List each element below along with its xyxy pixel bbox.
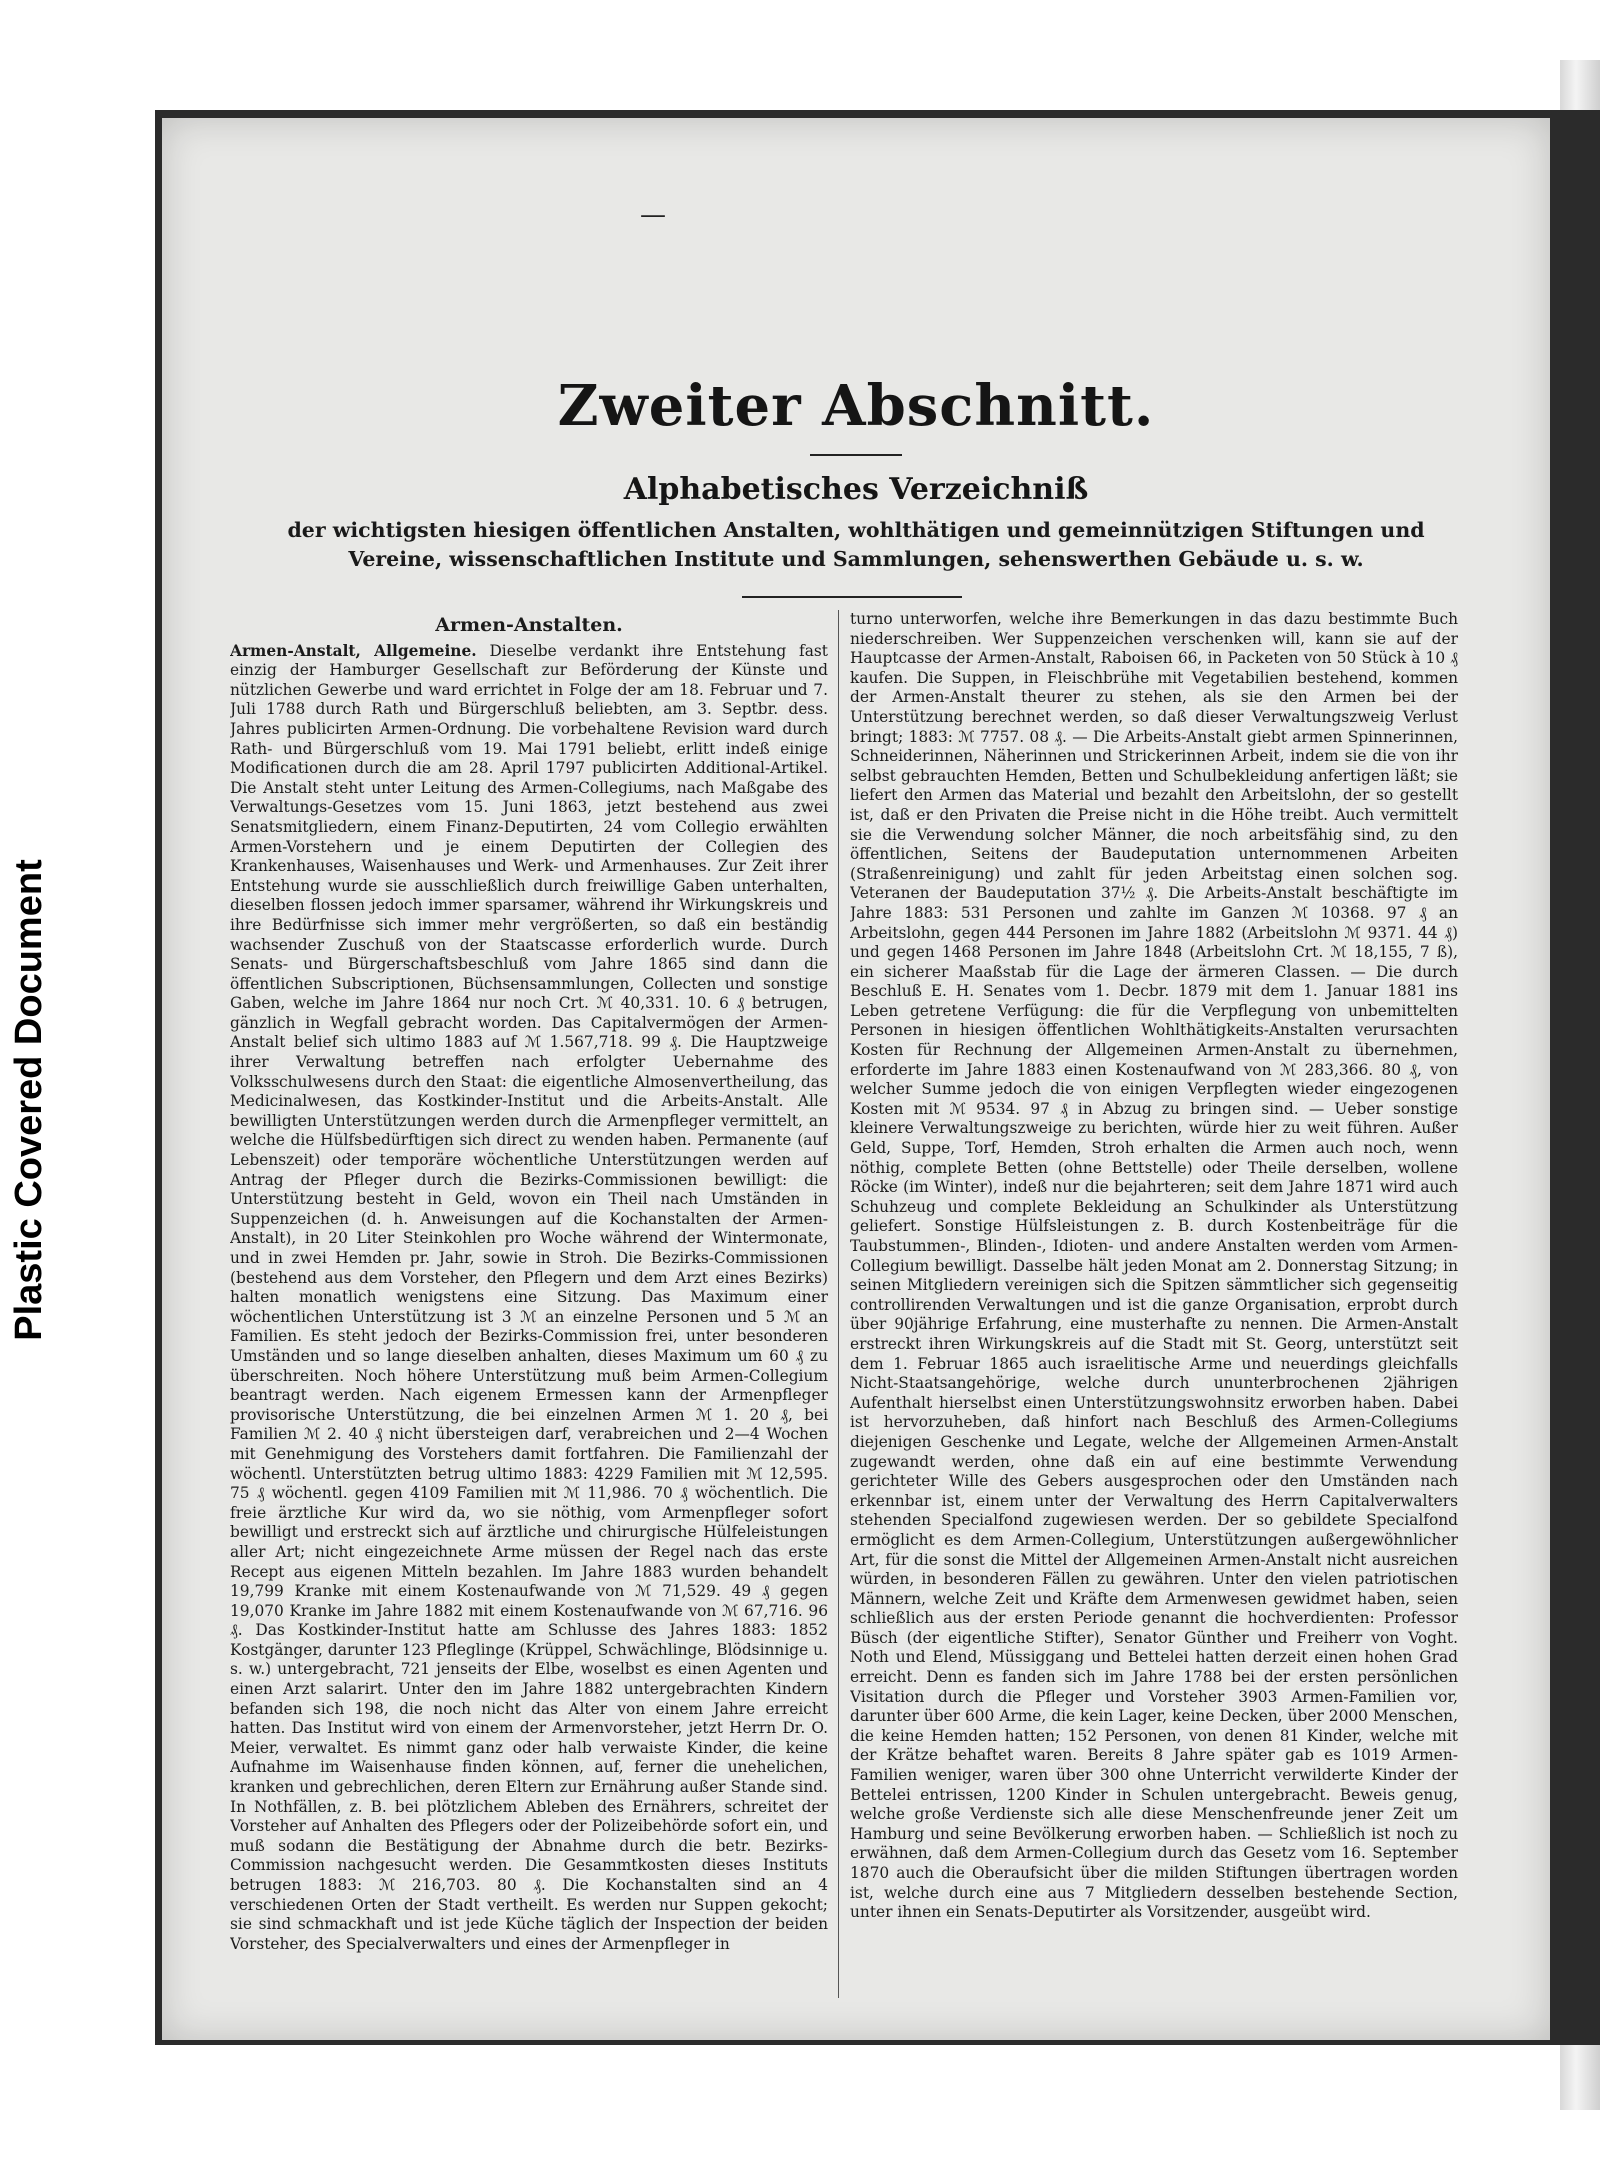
entry-lead: Armen-Anstalt, Allgemeine. xyxy=(230,641,477,660)
subtitle-divider xyxy=(742,596,962,598)
right-column-text: turno unterworfen, welche ihre Bemerkungen in das dazu bestimmte Buch niederschreiben. Wer Suppenzeichen verschenken will, kann sie auf der Hauptcasse der Armen-Anstalt, Raboisen 66, in Packeten von 50 Stück à 10 ₰ kaufen. Die Suppen, in Fleischbrühe mit Vegetabilien bestehend, kommen der Armen-Anstalt theurer zu stehen, als sie den Armen bei der Unterstützung berechnet werden, so daß dieser Verwaltungszweig Verlust bringt; 1883: ℳ 7757. 08 ₰. — Die Arbeits-Anstalt giebt armen Spinnerinnen, Schneiderinnen, Näherinnen und Strickerinnen Arbeit, indem sie die von ihr selbst gebrauchten Hemden, Betten und Schulbekleidung anfertigen läßt; sie liefert den Armen das Material und bezahlt den Arbeitslohn, der so gestellt ist, daß er den Privaten die Preise nicht in die Höhe treibt. Auch vermittelt sie die Verwendung solcher Männer, die noch arbeitsfähig sind, zu den öffentlichen, Seitens der Baudeputation unternommenen Arbeiten (Straßenreinigung) und zahlt für jeden Arbeitstag einen solchen sog. Veteranen der Baudeputation 37½ ₰. Die Arbeits-Anstalt beschäftigte im Jahre 1883: 531 Personen und zahlte im Ganzen ℳ 10368. 97 ₰ an Arbeitslohn, gegen 444 Personen im Jahre 1882 (Arbeitslohn ℳ 9371. 44 ₰) und gegen 1468 Personen im Jahre 1848 (Arbeitslohn Crt. ℳ 18,155, 7 ß), ein sicherer Maaßstab für die Lage der ärmeren Classen. — Die durch Beschluß E. H. Senates vom 1. Decbr. 1879 mit dem 1. Januar 1881 ins Leben getretene Verfügung: die für die Verpflegung von unbemittelten Personen in hiesigen öffentlichen Wohlthätigkeits-Anstalten verursachten Kosten für Rechnung der Allgemeinen Armen-Anstalt zu übernehmen, erforderte im Jahre 1883 einen Kostenaufwand von ℳ 283,366. 80 ₰, von welcher Summe jedoch die von einigen Verpflegten wieder eingezogenen Kosten mit ℳ 9534. 97 ₰ in Abzug zu bringen sind. — Ueber sonstige kleinere Verwaltungszweige zu berichten, würde hier zu weit führen. Außer Geld, Suppe, Torf, Hemden, Stroh erhalten die Armen auch noch, wenn nöthig, complete Betten (ohne Bettstelle) oder Theile derselben, wollene Röcke (im Winter), indeß nur die bejahrteren; seit dem Jahre 1871 wird auch Schuhzeug und complete Bekleidung an Schulkinder als Unterstützung geliefert. Sonstige Hülfsleistungen z. B. durch Kostenbeiträge für die Taubstummen-, Blinden-, Idioten- und andere Anstalten werden vom Armen-Collegium bewilligt. Dasselbe hält jeden Monat am 2. Donnerstag Sitzung; in seinen Mitgliedern vereinigen sich die Spitzen sämmtlicher sich gegenseitig controllirenden Verwaltungen und ist die ganze Organisation, erprobt durch über 90jährige Erfahrung, eine musterhafte zu nennen. Die Armen-Anstalt erstreckt ihren Wirkungskreis auf die Stadt mit St. Georg, unterstützt seit dem 1. Februar 1865 auch israelitische Arme und neuerdings gleichfalls Nicht-Staatsangehörige, welche durch ununterbrochenen 2jährigen Aufenthalt hierselbst einen Unterstützungswohnsitz erworben haben. Dabei ist hervorzuheben, daß hinfort nach Beschluß des Armen-Collegiums diejenigen Geschenke und Legate, welche der Allgemeinen Armen-Anstalt zugewandt werden, ohne daß ein auf eine bestimmte Verwendung gerichteter Wille des Gebers ausgesprochen oder den Umständen nach erkennbar ist, einem unter der Verwaltung des Herrn Capitalverwalters stehenden Specialfond zugewiesen werden. Der so gebildete Specialfond ermöglicht es dem Armen-Collegium, Unterstützungen außergewöhnlicher Art, für die sonst die Mittel der Allgemeinen Armen-Anstalt nicht ausreichen würden, in besonderen Fällen zu gewähren. Unter den vielen patriotischen Männern, welche Zeit und Kräfte dem Armenwesen gewidmet haben, seien schließlich aus der ersten Periode genannt die hochverdienten: Professor Büsch (der eigentliche Stifter), Senator Günther und Freiherr von Voght. Noth und Elend, Müssiggang und Bettelei hatten derzeit einen hohen Grad erreicht. Denn es fanden sich im Jahre 1788 bei der ersten persönlichen Visitation durch die Pfleger und Vorsteher 3903 Armen-Familien vor, darunter über 600 Arme, die kein Lager, keine Decken, über 2000 Menschen, die keine Hemden hatten; 152 Personen, von denen 81 Kinder, welche mit der Krätze behaftet waren. Bereits 8 Jahre später gab es 1019 Armen-Familien weniger, waren über 300 ohne Unterricht verwilderte Kinder der Bettelei entrissen, 1200 Kinder in Schulen untergebracht. Beweis genug, welche große Verdienste sich alle diese Menschenfreunde jener Zeit um Hamburg und seine Bevölkerung erworben haben. — Schließlich ist noch zu erwähnen, daß dem Armen-Collegium durch das Gesetz vom 16. September 1870 auch die Oberaufsicht über die milden Stiftungen übertragen worden ist, welche durch eine aus 7 Mitgliedern desselben bestehende Section, unter ihnen ein Senats-Deputirter als Vorsitzender, ausgeübt wird. xyxy=(850,610,1458,1922)
page-subtitle: der wichtigsten hiesigen öffentlichen Anstalten, wohlthätigen und gemeinnützigen Stiftungen und Vereine, wissenschaftlichen Institute und Sammlungen, sehenswerthen Gebäude u. s. w. xyxy=(287,518,1425,571)
left-column-text xyxy=(230,642,828,1955)
page-subheading: Alphabetisches Verzeichniß xyxy=(623,472,1089,507)
heading-divider xyxy=(810,454,902,456)
left-body: Dieselbe verdankt ihre Entstehung fast einzig der Hamburger Gesellschaft zur Beförderung der Künste und nützlichen Gewerbe und ward errichtet in Folge der am 18. Februar und 7. Juli 1788 durch Rath und Bürgerschluß beliebten, am 3. Septbr. dess. Jahres publicirten Armen-Ordnung. Die vorbehaltene Revision ward durch Rath- und Bürgerschluß vom 19. Mai 1791 beliebt, erlitt indeß einige Modificationen durch die am 28. April 1797 publicirten Additional-Artikel. Die Anstalt steht unter Leitung des Armen-Collegiums, nach Maßgabe des Verwaltungs-Gesetzes vom 15. Juni 1863, jetzt bestehend aus zwei Senatsmitgliedern, einem Finanz-Deputirten, 24 vom Collegio erwählten Armen-Vorstehern und je einem Deputirten der Collegien des Krankenhauses, Waisenhauses und Werk- und Armenhauses. Zur Zeit ihrer Entstehung wurde sie ausschließlich durch freiwillige Gaben unterhalten, dieselben flossen jedoch immer sparsamer, während ihr Wirkungskreis und ihre Bedürfnisse sich immer mehr vergrößerten, so daß ein beständig wachsender Zuschuß von der Staatscasse erforderlich wurde. Durch Senats- und Bürgerschaftsbeschluß vom Jahre 1865 sind dann die öffentlichen Subscriptionen, Büchsensammlungen, Collecten und sonstige Gaben, welche im Jahre 1864 nur noch Crt. ℳ 40,331. 10. 6 ₰ betrugen, gänzlich in Wegfall gebracht worden. Das Capitalvermögen der Armen-Anstalt belief sich ultimo 1883 auf ℳ 1.567,718. 99 ₰. Die Hauptzweige ihrer Verwaltung betreffen nach erfolgter Uebernahme des Volksschulwesens durch den Staat: die eigentliche Almosenvertheilung, das Medicinalwesen, das Kostkinder-Institut und die Arbeits-Anstalt. Alle bewilligten Unterstützungen werden durch die Armenpfleger vermittelt, an welche die Hülfsbedürftigen sich direct zu wenden haben. Permanente (auf Lebenszeit) oder temporäre wöchentliche Unterstützungen werden auf Antrag der Pfleger durch die Bezirks-Commissionen bewilligt: die Unterstützung besteht in Geld, wovon ein Theil nach Umständen in Suppenzeichen (d. h. Anweisungen auf die Kochanstalten der Armen-Anstalt), in 20 Liter Steinkohlen pro Woche während der Wintermonate, und in zwei Hemden pr. Jahr, sowie in Stroh. Die Bezirks-Commissionen (bestehend aus dem Vorsteher, den Pflegern und dem Arzt eines Bezirks) halten monatlich wenigstens eine Sitzung. Das Maximum einer wöchentlichen Unterstützung ist 3 ℳ an einzelne Personen und 5 ℳ an Familien. Es steht jedoch der Bezirks-Commission frei, unter besonderen Umständen und so lange dieselben anhalten, dieses Maximum um 60 ₰ zu überschreiten. Noch höhere Unterstützung muß beim Armen-Collegium beantragt werden. Nach eigenem Ermessen kann der Armenpfleger provisorische Unterstützung, die bei einzelnen Armen ℳ 1. 20 ₰, bei Familien ℳ 2. 40 ₰ nicht übersteigen darf, verabreichen und 2—4 Wochen mit Genehmigung des Vorstehers damit fortfahren. Die Familienzahl der wöchentl. Unterstützten betrug ultimo 1883: 4229 Familien mit ℳ 12,595. 75 ₰ wöchentl. gegen 4109 Familien mit ℳ 11,986. 70 ₰ wöchentlich. Die freie ärztliche Kur wird da, wo sie nöthig, vom Armenpfleger sofort bewilligt und erstreckt sich auf ärztliche und chirurgische Hülfeleistungen aller Art; nicht eingezeichnete Arme müssen der Regel nach das erste Recept aus eigenen Mitteln bezahlen. Im Jahre 1883 wurden behandelt 19,799 Kranke mit einem Kostenaufwande von ℳ 71,529. 49 ₰ gegen 19,070 Kranke im Jahre 1882 mit einem Kostenaufwande von ℳ 67,716. 96 ₰. Das Kostkinder-Institut hatte am Schlusse des Jahres 1883: 1852 Kostgänger, darunter 123 Pfleglinge (Krüppel, Schwächlinge, Blödsinnige u. s. w.) untergebracht, 721 jenseits der Elbe, woselbst es einen Agenten und einen Arzt salarirt. Unter den im Jahre 1882 untergebrachten Kindern befanden sich 198, die noch nicht das Alter von einem Jahre erreicht hatten. Das Institut wird von einem der Armenvorsteher, jetzt Herrn Dr. O. Meier, verwaltet. Es nimmt ganz oder halb verwaiste Kinder, die keine Aufnahme im Waisenhause finden können, auf, ferner die unehelichen, kranken und gebrechlichen, deren Eltern zur Ernährung außer Stande sind. In Nothfällen, z. B. bei plötzlichem Ableben des Ernährers, schreitet der Vorsteher auf Anhalten des Pflegers oder der Polizeibehörde sofort ein, und muß sodann die Bestätigung der Abnahme durch die betr. Bezirks-Commission nachgesucht werden. Die Gesammtkosten dieses Instituts betrugen 1883: ℳ 216,703. 80 ₰. Die Kochanstalten sind an 4 verschiedenen Orten der Stadt vertheilt. Es werden nur Suppen gekocht; sie sind schmackhaft und ist jede Küche täglich der Inspection der beiden Vorsteher, des Specialverwalters und eines der Armenpfleger in xyxy=(230,641,828,1953)
left-column xyxy=(230,610,828,2000)
ink-mark: — xyxy=(640,200,666,230)
plastic-covered-label: Plastic Covered Document xyxy=(8,859,50,1341)
section-title: Armen-Anstalten. xyxy=(435,614,623,636)
document-page xyxy=(162,118,1550,2040)
right-column xyxy=(850,610,1458,2000)
column-divider xyxy=(838,610,839,1998)
page-heading: Zweiter Abschnitt. xyxy=(557,373,1155,439)
